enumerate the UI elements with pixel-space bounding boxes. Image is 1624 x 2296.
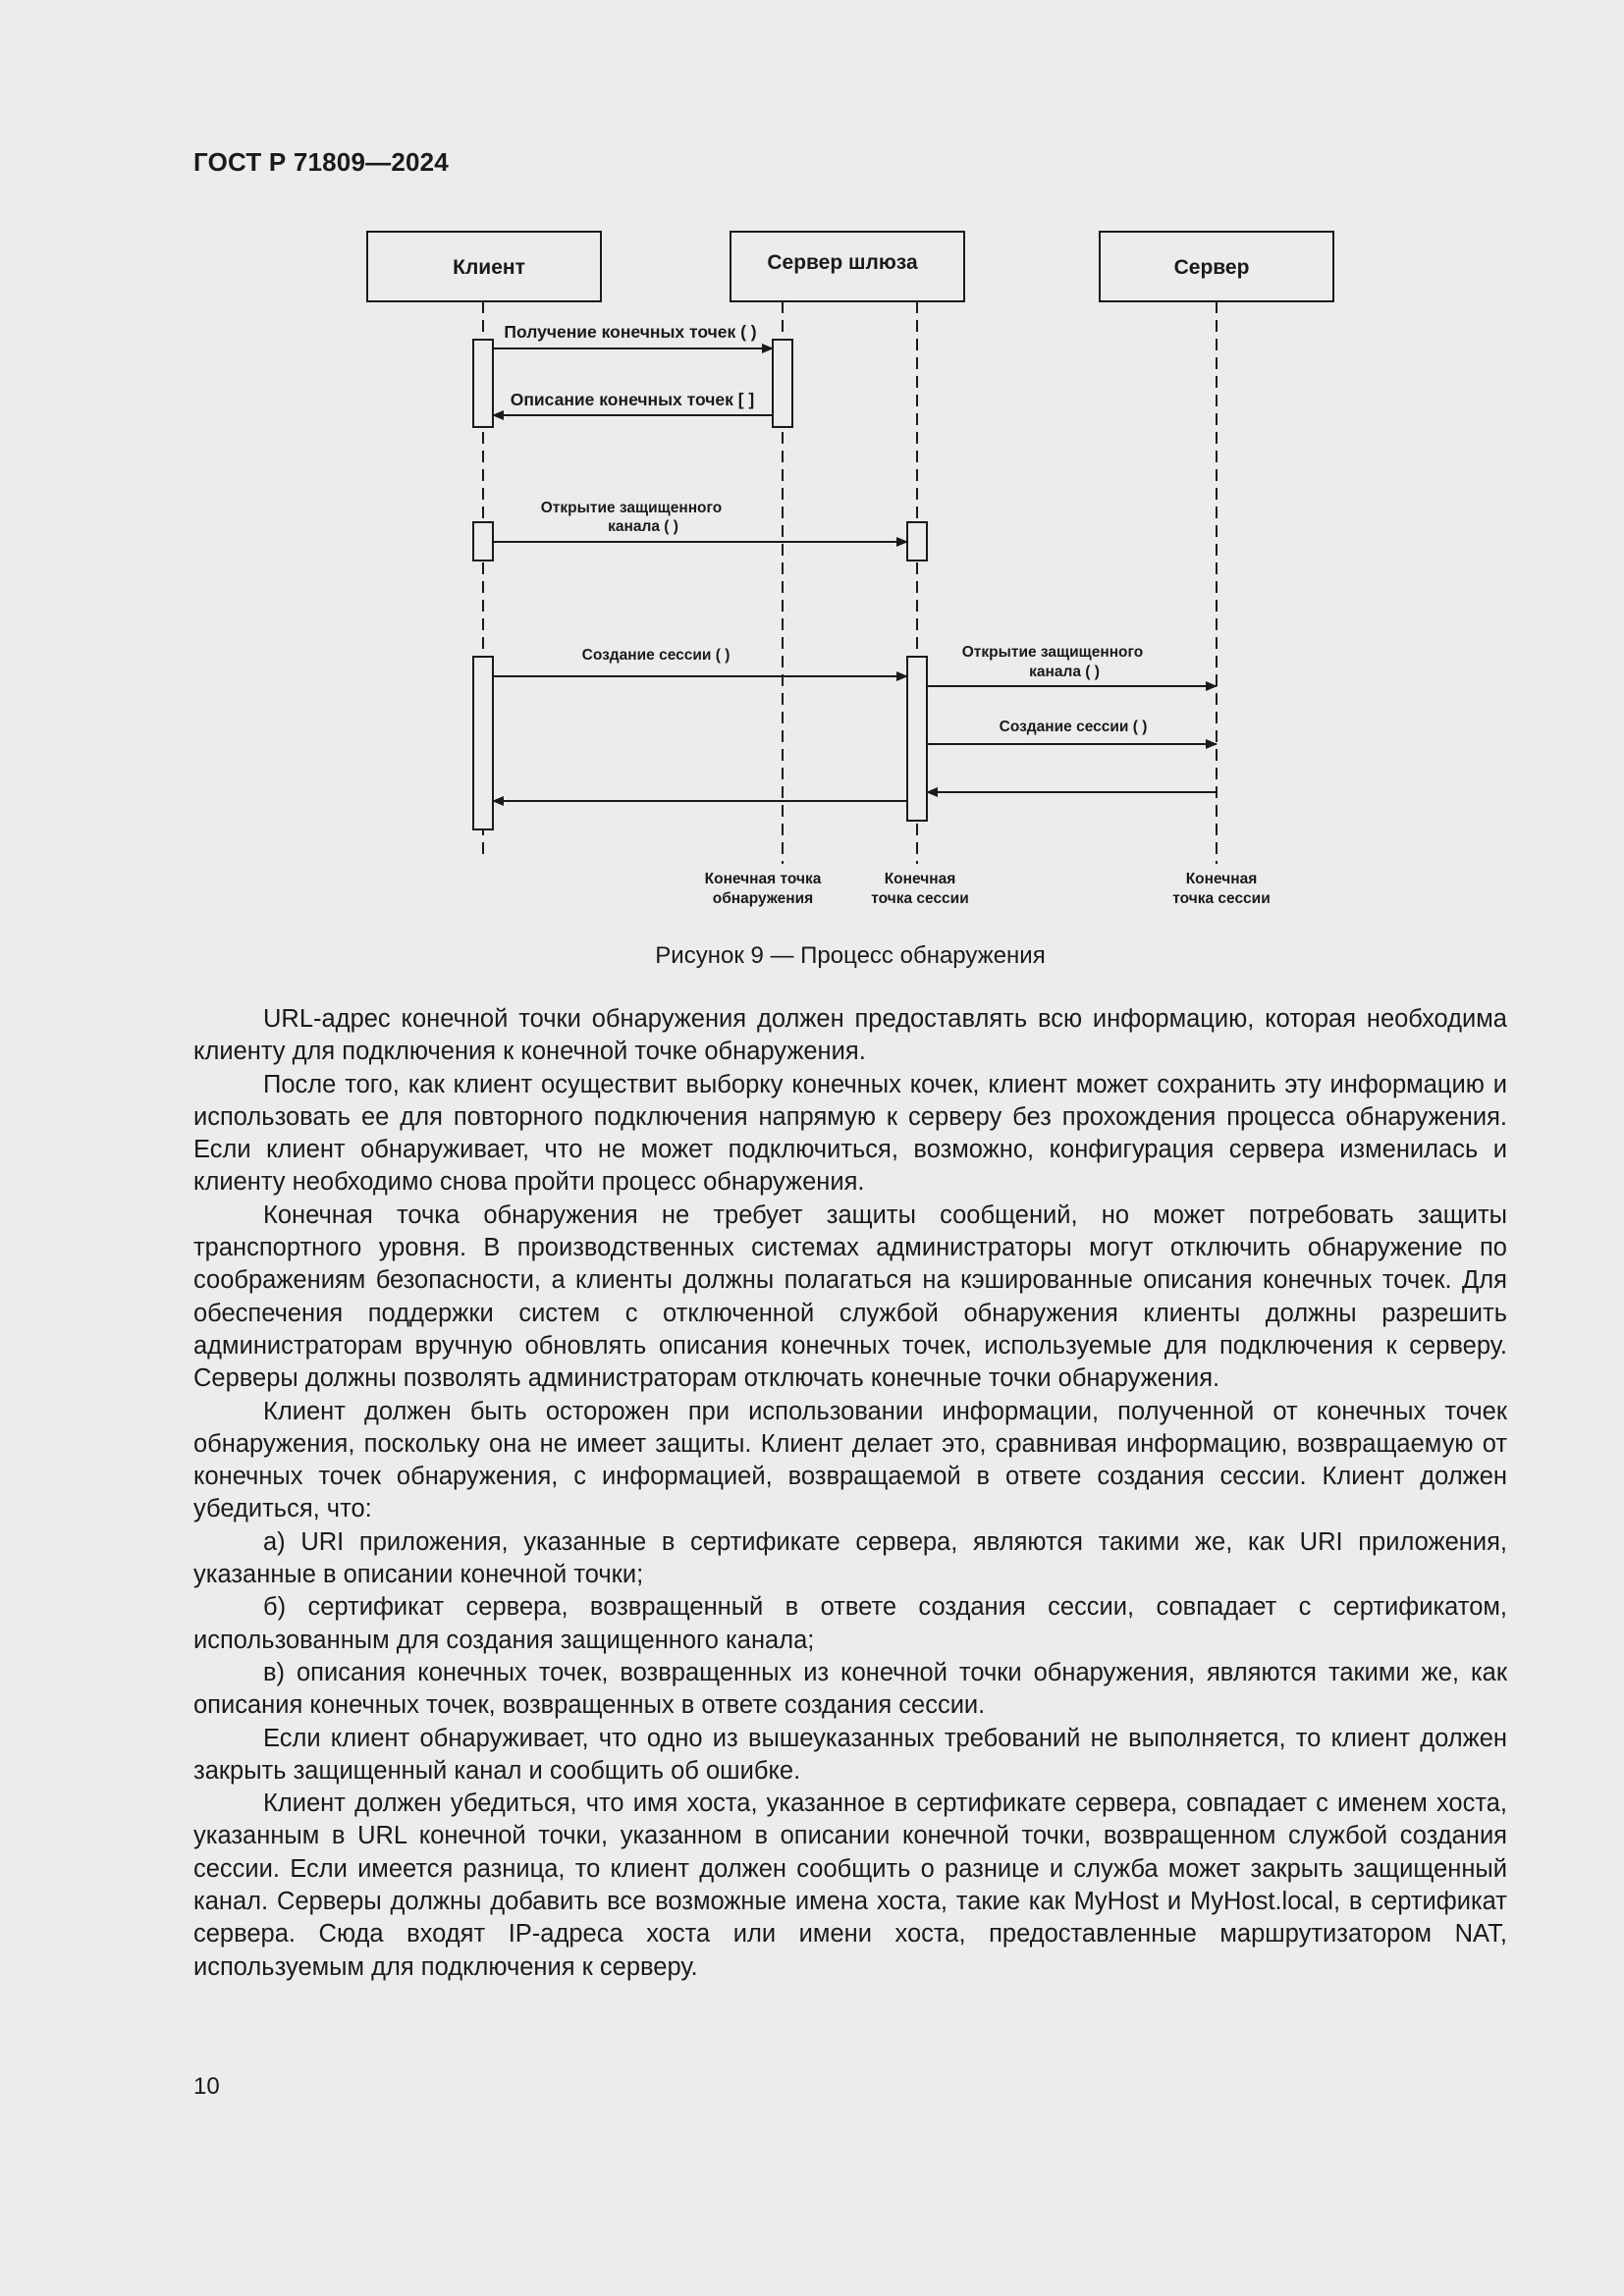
label-get-endpoints: Получение конечных точек ( )	[504, 322, 757, 342]
paragraph: Конечная точка обнаружения не требует защиты сообщений, но может потребовать защиты транспортного уровня. В производственных системах администраторы могут отключить обнаружение по соображениям безопасности, а клиенты должны полагаться на кэшированные описания конечных точек. Для обеспечения поддержки систем с отключенной службой обнаружения клиенты должны разрешить администраторам вручную обновлять описания конечных точек, используемые для подключения к серверу. Серверы должны позволять администраторам отключать конечные точки обнаружения.	[193, 1201, 1507, 1393]
label-gateway-session-endpoint-line1: Конечная	[884, 871, 956, 887]
label-open-channel-1-line1: Открытие защищенного	[540, 500, 723, 516]
gateway-activation-2	[907, 657, 927, 821]
paragraph: После того, как клиент осуществит выборку конечных кочек, клиент может сохранить эту информацию и использовать ее для повторного подключения напрямую к серверу без прохождения процесса обнаружения. Если клиент обнаруживает, что не может подключиться, возможно, конфигурация сервера изменилась и клиенту необходимо снова пройти процесс обнаружения.	[193, 1070, 1507, 1197]
label-open-channel-2-line1: Открытие защищенного	[961, 644, 1144, 661]
label-discovery-endpoint-line1: Конечная точка	[704, 871, 822, 887]
list-item-c: в) описания конечных точек, возвращенных из конечной точки обнаружения, являются такими же, как описания конечных точек, возвращенных в ответе создания сессии.	[193, 1658, 1507, 1720]
label-endpoint-descriptions: Описание конечных точек [ ]	[510, 390, 755, 409]
discovery-activation	[773, 340, 792, 427]
label-discovery-endpoint-line2: обнаружения	[712, 890, 814, 907]
paragraph: Клиент должен быть осторожен при использовании информации, полученной от конечных точек обнаружения, поскольку она не имеет защиты. Клиент делает это, сравнивая информацию, возвращаемую от конечных точек обнаружения, с информацией, возвращаемой в ответе создания сессии. Клиент должен убедиться, что:	[193, 1397, 1507, 1523]
paragraph: Клиент должен убедиться, что имя хоста, указанное в сертификате сервера, совпадает с именем хоста, указанным в URL конечной точки, указанном в описании конечной точки, возвращенном службой создания сессии. Если имеется разница, то клиент должен сообщить о разнице и служба может закрыть защищенный канал. Серверы должны добавить все возможные имена хоста, такие как MyHost и MyHost.local, в сертификат сервера. Сюда входят IP-адреса хоста или имени хоста, предоставленные маршрутизатором NAT, используемым для подключения к серверу.	[193, 1789, 1507, 1981]
label-gateway-session-endpoint-line2: точка сессии	[871, 890, 969, 907]
paragraph: Если клиент обнаруживает, что одно из вышеуказанных требований не выполняется, то клиент должен закрыть защищенный канал и сообщить об ошибке.	[193, 1724, 1507, 1785]
participant-client-label: Клиент	[453, 256, 525, 279]
list-item-b: б) сертификат сервера, возвращенный в ответе создания сессии, совпадает с сертификатом, использованным для создания защищенного канала;	[193, 1593, 1507, 1654]
client-activation-1	[473, 340, 493, 427]
document-header: ГОСТ Р 71809—2024	[193, 147, 449, 177]
paragraph: URL-адрес конечной точки обнаружения должен предоставлять всю информацию, которая необходима клиенту для подключения к конечной точке обнаружения.	[193, 1005, 1507, 1066]
gateway-activation-1	[907, 522, 927, 561]
body-text	[193, 1003, 1507, 1984]
label-open-channel-2-line2: канала ( )	[1029, 664, 1100, 680]
label-open-channel-1-line2: канала ( )	[608, 518, 678, 535]
client-activation-3	[473, 657, 493, 829]
label-create-session-2: Создание сессии ( )	[999, 719, 1148, 735]
page-number: 10	[193, 2073, 220, 2100]
list-item-a: а) URI приложения, указанные в сертификате сервера, являются такими же, как URI приложения, указанные в описании конечной точки;	[193, 1527, 1507, 1589]
figure-caption: Рисунок 9 — Процесс обнаружения	[655, 942, 1046, 969]
participant-server-label: Сервер	[1173, 256, 1250, 279]
label-server-session-endpoint-line1: Конечная	[1185, 871, 1258, 887]
client-activation-2	[473, 522, 493, 561]
label-server-session-endpoint-line2: точка сессии	[1172, 890, 1271, 907]
label-create-session-1: Создание сессии ( )	[581, 647, 731, 664]
participant-gateway-label: Сервер шлюза	[767, 251, 918, 274]
sequence-diagram	[0, 0, 1624, 923]
